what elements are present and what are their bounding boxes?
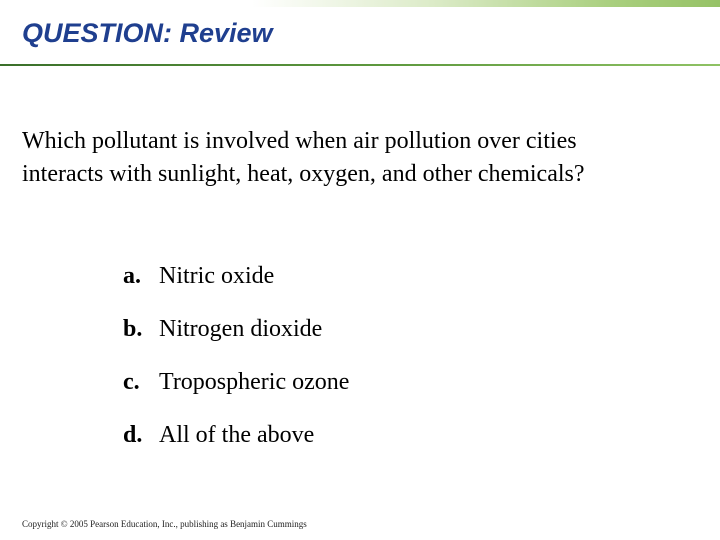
answer-option-c[interactable]: [123, 364, 349, 417]
slide-title: QUESTION: Review: [22, 18, 273, 48]
option-text: Tropospheric ozone: [159, 369, 350, 395]
answer-option-b[interactable]: [123, 311, 349, 364]
answer-options-list: [123, 258, 349, 470]
answer-option-a[interactable]: [123, 258, 349, 311]
title-divider: [0, 64, 720, 66]
top-accent-band: [0, 0, 720, 7]
option-text: Nitrogen dioxide: [159, 316, 323, 342]
copyright-footer: Copyright © 2005 Pearson Education, Inc., publishing as Benjamin Cummings: [22, 519, 307, 529]
question-text: [22, 125, 712, 191]
option-letter: c.: [123, 369, 140, 395]
option-text: All of the above: [159, 422, 315, 448]
option-letter: d.: [123, 422, 143, 448]
question-line-2: interacts with sunlight, heat, oxygen, and other chemicals?: [22, 161, 585, 187]
answer-option-d[interactable]: [123, 417, 349, 470]
question-line-1: Which pollutant is involved when air pollution over cities: [22, 128, 577, 154]
option-letter: a.: [123, 263, 141, 289]
option-text: Nitric oxide: [159, 263, 275, 289]
option-letter: b.: [123, 316, 143, 342]
